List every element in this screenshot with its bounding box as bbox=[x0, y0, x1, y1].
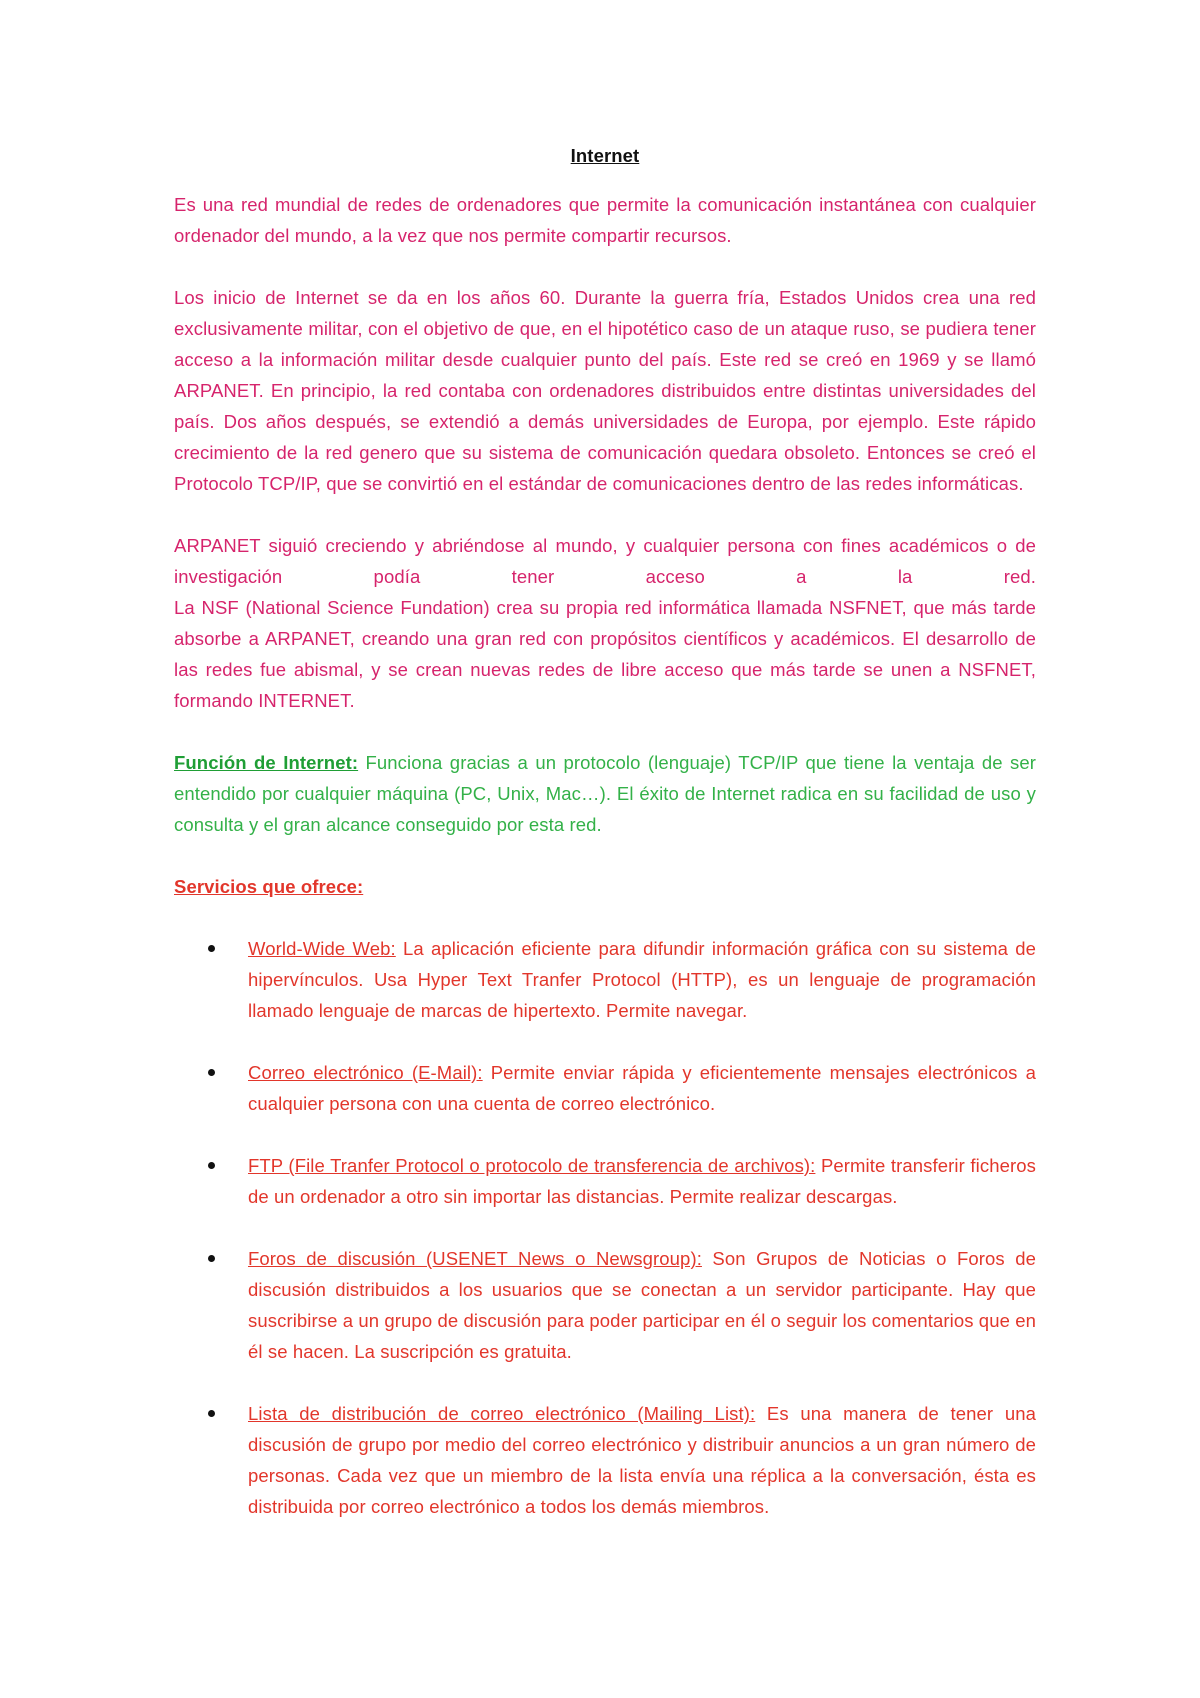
service-name: World-Wide Web: bbox=[248, 938, 396, 959]
services-heading: Servicios que ofrece: bbox=[174, 876, 364, 897]
function-paragraph bbox=[174, 747, 1036, 840]
bullet-icon bbox=[208, 1162, 215, 1169]
services-list bbox=[174, 933, 1036, 1522]
intro-paragraph: Es una red mundial de redes de ordenadores que permite la comunicación instantánea con cualquier ordenador del mundo, a la vez que nos permite compartir recursos. bbox=[174, 194, 1036, 246]
list-item bbox=[174, 1150, 1036, 1212]
list-item bbox=[174, 1057, 1036, 1119]
list-item bbox=[174, 933, 1036, 1026]
list-item bbox=[174, 1243, 1036, 1367]
bullet-icon bbox=[208, 1255, 215, 1262]
service-description: La aplicación eficiente para difundir información gráfica con su sistema de hipervínculos. Usa Hyper Text Tranfer Protocol (HTTP), es un lenguaje de programación llamado lenguaje de marcas de hipertexto. Permite navegar. bbox=[248, 938, 1036, 1021]
document-title: Internet bbox=[570, 145, 640, 166]
document-body bbox=[174, 140, 1036, 1553]
service-name: Correo electrónico (E-Mail): bbox=[248, 1062, 483, 1083]
service-name: Foros de discusión (USENET News o Newsgroup): bbox=[248, 1248, 702, 1269]
service-description: Son Grupos de Noticias o Foros de discusión distribuidos a los usuarios que se conectan a un servidor participante. Hay que suscribirse a un grupo de discusión para poder participar en él o seguir los comentarios que en él se hacen. La suscripción es gratuita. bbox=[248, 1248, 1036, 1362]
bullet-icon bbox=[208, 1069, 215, 1076]
list-item bbox=[174, 1398, 1036, 1522]
service-description: Permite enviar rápida y eficientemente mensajes electrónicos a cualquier persona con una cuenta de correo electrónico. bbox=[248, 1062, 1036, 1114]
service-name: FTP (File Tranfer Protocol o protocolo de transferencia de archivos): bbox=[248, 1155, 816, 1176]
arpanet-growth-paragraph bbox=[174, 530, 1036, 716]
service-name: Lista de distribución de correo electrónico (Mailing List): bbox=[248, 1403, 756, 1424]
bullet-icon bbox=[208, 1410, 215, 1417]
history-paragraph: Los inicio de Internet se da en los años 60. Durante la guerra fría, Estados Unidos crea una red exclusivamente militar, con el objetivo de que, en el hipotético caso de un ataque ruso, se pudiera tener acceso a la información militar desde cualquier punto del país. Este red se creó en 1969 y se llamó ARPANET. En principio, la red contaba con ordenadores distribuidos entre distintas universidades del país. Dos años después, se extendió a demás universidades de Europa, por ejemplo. Este rápido crecimiento de la red genero que su sistema de comunicación quedara obsoleto. Entonces se creó el Protocolo TCP/IP, que se convirtió en el estándar de comunicaciones dentro de las redes informáticas. bbox=[174, 287, 1036, 494]
function-heading: Función de Internet: bbox=[174, 752, 359, 773]
service-description: Permite transferir ficheros de un ordenador a otro sin importar las distancias. Permite realizar descargas. bbox=[248, 1155, 1036, 1207]
service-description: Es una manera de tener una discusión de grupo por medio del correo electrónico y distribuir anuncios a un gran número de personas. Cada vez que un miembro de la lista envía una réplica a la conversación, ésta es distribuida por correo electrónico a todos los demás miembros. bbox=[248, 1403, 1036, 1517]
arpanet-growth-line: ARPANET siguió creciendo y abriéndose al mundo, y cualquier persona con fines académicos o de investigación podía tener acceso a la red. bbox=[174, 535, 1036, 587]
services-heading-row bbox=[174, 871, 1036, 902]
nsfnet-text: La NSF (National Science Fundation) crea su propia red informática llamada NSFNET, que más tarde absorbe a ARPANET, creando una gran red con propósitos científicos y académicos. El desarrollo de las redes fue abismal, y se crean nuevas redes de libre acceso que más tarde se unen a NSFNET, formando INTERNET. bbox=[174, 597, 1036, 711]
bullet-icon bbox=[208, 945, 215, 952]
function-text: Funciona gracias a un protocolo (lenguaje) TCP/IP que tiene la ventaja de ser entendido por cualquier máquina (PC, Unix, Mac…). El éxito de Internet radica en su facilidad de uso y consulta y el gran alcance conseguido por esta red. bbox=[174, 752, 1036, 835]
